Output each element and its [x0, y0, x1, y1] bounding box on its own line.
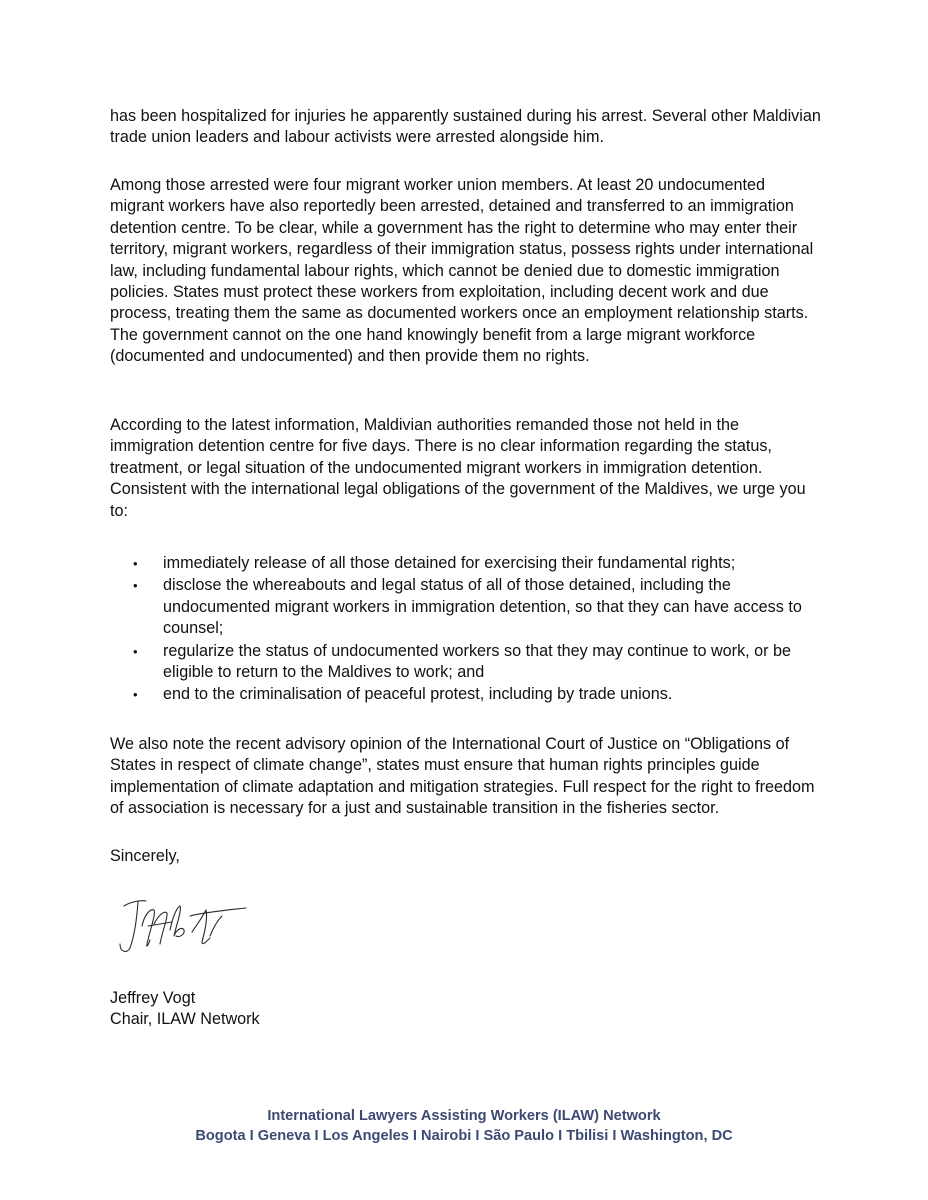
footer-offices: Bogota I Geneva I Los Angeles I Nairobi I São Paulo I Tbilisi I Washington, DC — [195, 1128, 733, 1144]
demands-list — [110, 553, 822, 707]
list-item-text: immediately release of all those detained for exercising their fundamental rights; — [163, 554, 736, 572]
handwritten-signature — [110, 886, 260, 966]
list-item — [110, 641, 822, 684]
signer-title: Chair, ILAW Network — [110, 1010, 260, 1028]
bullet-icon: • — [133, 643, 138, 659]
list-item — [110, 575, 822, 639]
list-item-text: disclose the whereabouts and legal status of all of those detained, including the undocumented migrant workers in immigration detention, so that they can have access to counsel; — [163, 576, 802, 638]
list-item — [110, 684, 822, 705]
list-item — [110, 553, 822, 574]
paragraph-latest-information: According to the latest information, Maldivian authorities remanded those not held in the immigration detention centre for five days. There is no clear information regarding the status, treatment, or legal situation of the undocumented migrant workers in immigration detention. Consistent with the international legal obligations of the government of the Maldives, we urge you to: — [110, 416, 806, 520]
bullet-icon: • — [133, 556, 138, 571]
list-item-text: regularize the status of undocumented workers so that they may continue to work, or be eligible to return to the Maldives to work; and — [163, 641, 792, 682]
footer-organization: International Lawyers Assisting Workers (ILAW) Network — [267, 1108, 661, 1124]
bullet-icon: • — [133, 687, 138, 703]
paragraph-migrant-workers: Among those arrested were four migrant worker union members. At least 20 undocumented migrant workers have also reportedly been arrested, detained and transferred to an immigration detention centre. To be clear, while a government has the right to determine who may enter their territory, migrant workers, regardless of their immigration status, possess rights under international law, including fundamental labour rights, which cannot be denied due to domestic immigration policies. States must protect these workers from exploitation, including decent work and due process, treating them the same as documented workers once an employment relationship starts. The government cannot on the one hand knowingly benefit from a large migrant workforce (documented and undocumented) and then provide them no rights. — [110, 176, 814, 366]
paragraph-icj-opinion: We also note the recent advisory opinion of the International Court of Justice on “Obligations of States in respect of climate change”, states must ensure that human rights principles guide implementation of climate adaptation and mitigation strategies. Full respect for the right to freedom of association is necessary for a just and sustainable transition in the fisheries sector. — [110, 735, 815, 818]
closing-salutation: Sincerely, — [110, 847, 180, 865]
bullet-icon: • — [133, 578, 138, 594]
signer-name: Jeffrey Vogt — [110, 989, 196, 1007]
paragraph-hospitalized: has been hospitalized for injuries he apparently sustained during his arrest. Several other Maldivian trade union leaders and labour activists were arrested alongside him. — [110, 107, 821, 147]
list-item-text: end to the criminalisation of peaceful protest, including by trade unions. — [163, 685, 673, 704]
